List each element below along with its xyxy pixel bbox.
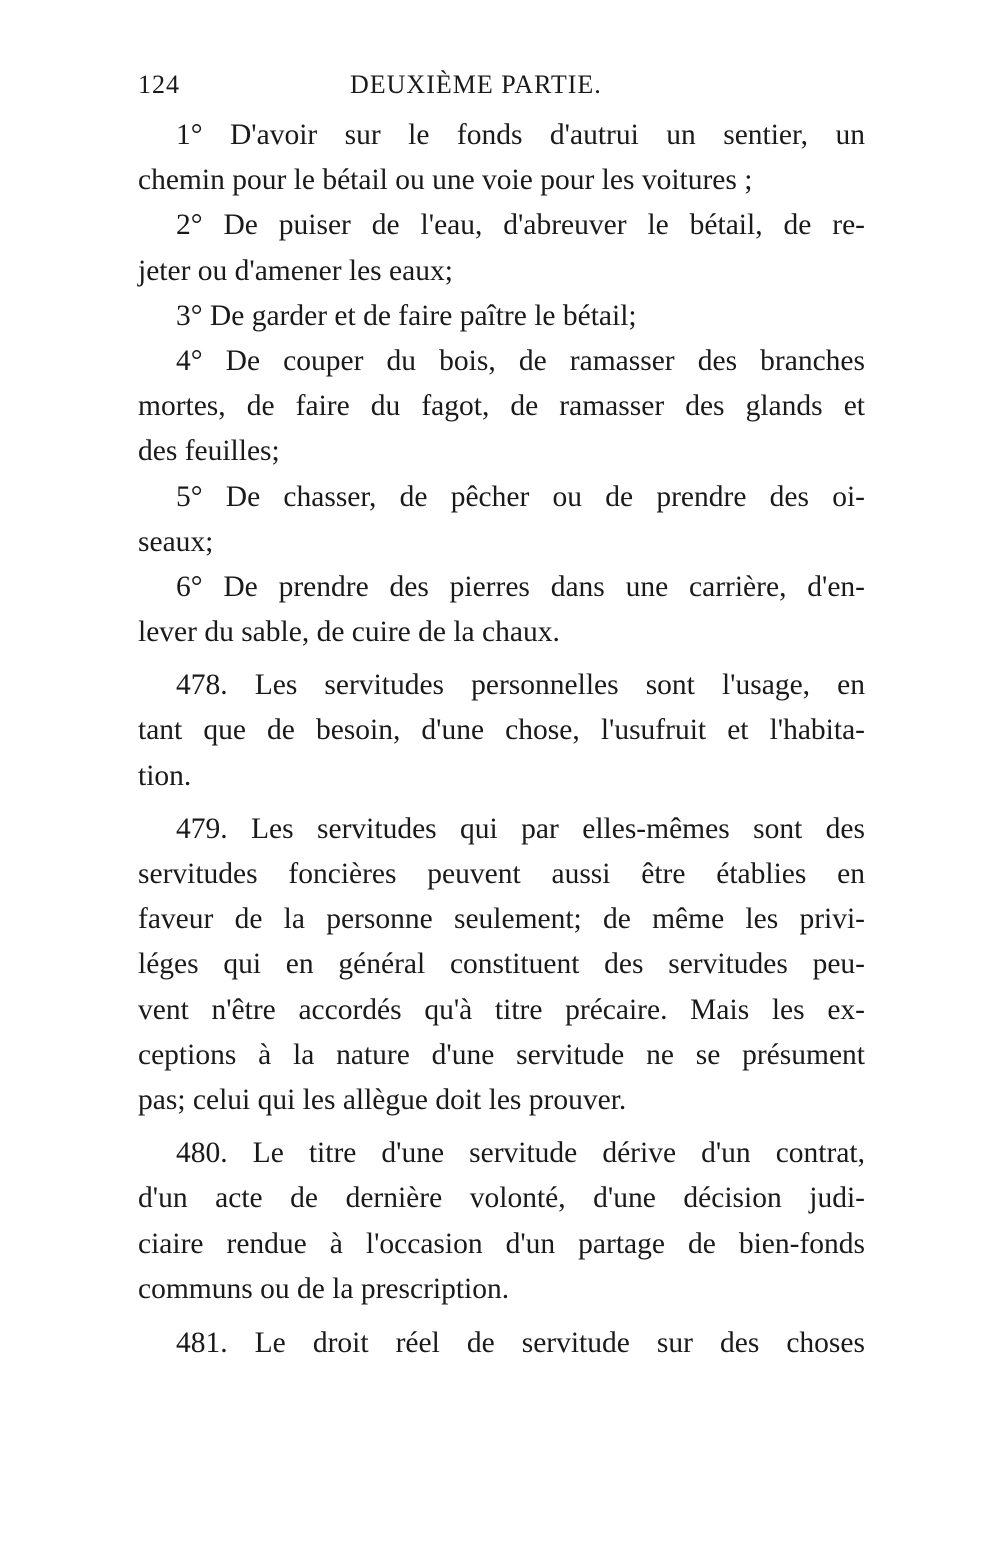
list-item-6 xyxy=(138,565,865,655)
text-line: jeter ou d'amener les eaux; xyxy=(138,254,453,287)
list-item-1 xyxy=(138,113,865,203)
text-line: 1° D'avoir sur le fonds d'autrui un sentier, un xyxy=(176,119,865,151)
text-line: 481. Le droit réel de servitude sur des choses xyxy=(176,1326,865,1359)
text-line: 5° De chasser, de pêcher ou de prendre des oi- xyxy=(176,480,865,513)
text-line: d'un acte de dernière volonté, d'une décision judi- xyxy=(138,1182,865,1215)
paragraph-gap xyxy=(138,655,865,663)
paragraph-gap xyxy=(138,1312,865,1321)
text-line: seaux; xyxy=(138,525,214,558)
text-line: pas; celui qui les allègue doit les prouver. xyxy=(138,1083,627,1116)
text-line: servitudes foncières peuvent aussi être établies en xyxy=(138,858,865,890)
text-line: 2° De puiser de l'eau, d'abreuver le bétail, de re- xyxy=(176,209,865,242)
article-478 xyxy=(138,663,865,799)
text-line: 478. Les servitudes personnelles sont l'usage, en xyxy=(176,669,865,702)
paragraph-gap xyxy=(138,799,865,807)
text-line: vent n'être accordés qu'à titre précaire. Mais les ex- xyxy=(138,993,865,1026)
text-line: lever du sable, de cuire de la chaux. xyxy=(138,616,560,649)
text-line: léges qui en général constituent des servitudes peu- xyxy=(138,948,865,981)
text-line: tion. xyxy=(138,759,192,792)
text-line: 3° De garder et de faire paître le bétail; xyxy=(176,299,637,332)
text-line: 6° De prendre des pierres dans une carrière, d'en- xyxy=(176,570,865,603)
running-head xyxy=(138,70,868,110)
page-number: 124 xyxy=(138,70,180,99)
text-line: ceptions à la nature d'une servitude ne se présument xyxy=(138,1038,865,1071)
article-479 xyxy=(138,807,865,1123)
list-item-3 xyxy=(138,294,865,339)
body-text xyxy=(138,113,865,1366)
text-line: 480. Le titre d'une servitude dérive d'un contrat, xyxy=(176,1137,865,1170)
text-line: des feuilles; xyxy=(138,435,280,468)
list-item-4 xyxy=(138,339,865,475)
text-line: faveur de la personne seulement; de même les privi- xyxy=(138,903,865,936)
list-item-2 xyxy=(138,203,865,293)
text-line: chemin pour le bétail ou une voie pour les voitures ; xyxy=(138,164,753,197)
text-line: 4° De couper du bois, de ramasser des branches xyxy=(176,344,865,377)
text-line: tant que de besoin, d'une chose, l'usufruit et l'habita- xyxy=(138,714,865,747)
text-line: ciaire rendue à l'occasion d'un partage de bien-fonds xyxy=(138,1227,865,1260)
text-line: mortes, de faire du fagot, de ramasser des glands et xyxy=(138,390,865,423)
article-481 xyxy=(138,1321,865,1366)
running-title: DEUXIÈME PARTIE. xyxy=(350,70,602,99)
article-480 xyxy=(138,1131,865,1312)
paragraph-gap xyxy=(138,1123,865,1131)
text-line: 479. Les servitudes qui par elles-mêmes sont des xyxy=(176,812,865,845)
list-item-5 xyxy=(138,475,865,565)
text-line: communs ou de la prescription. xyxy=(138,1272,510,1305)
